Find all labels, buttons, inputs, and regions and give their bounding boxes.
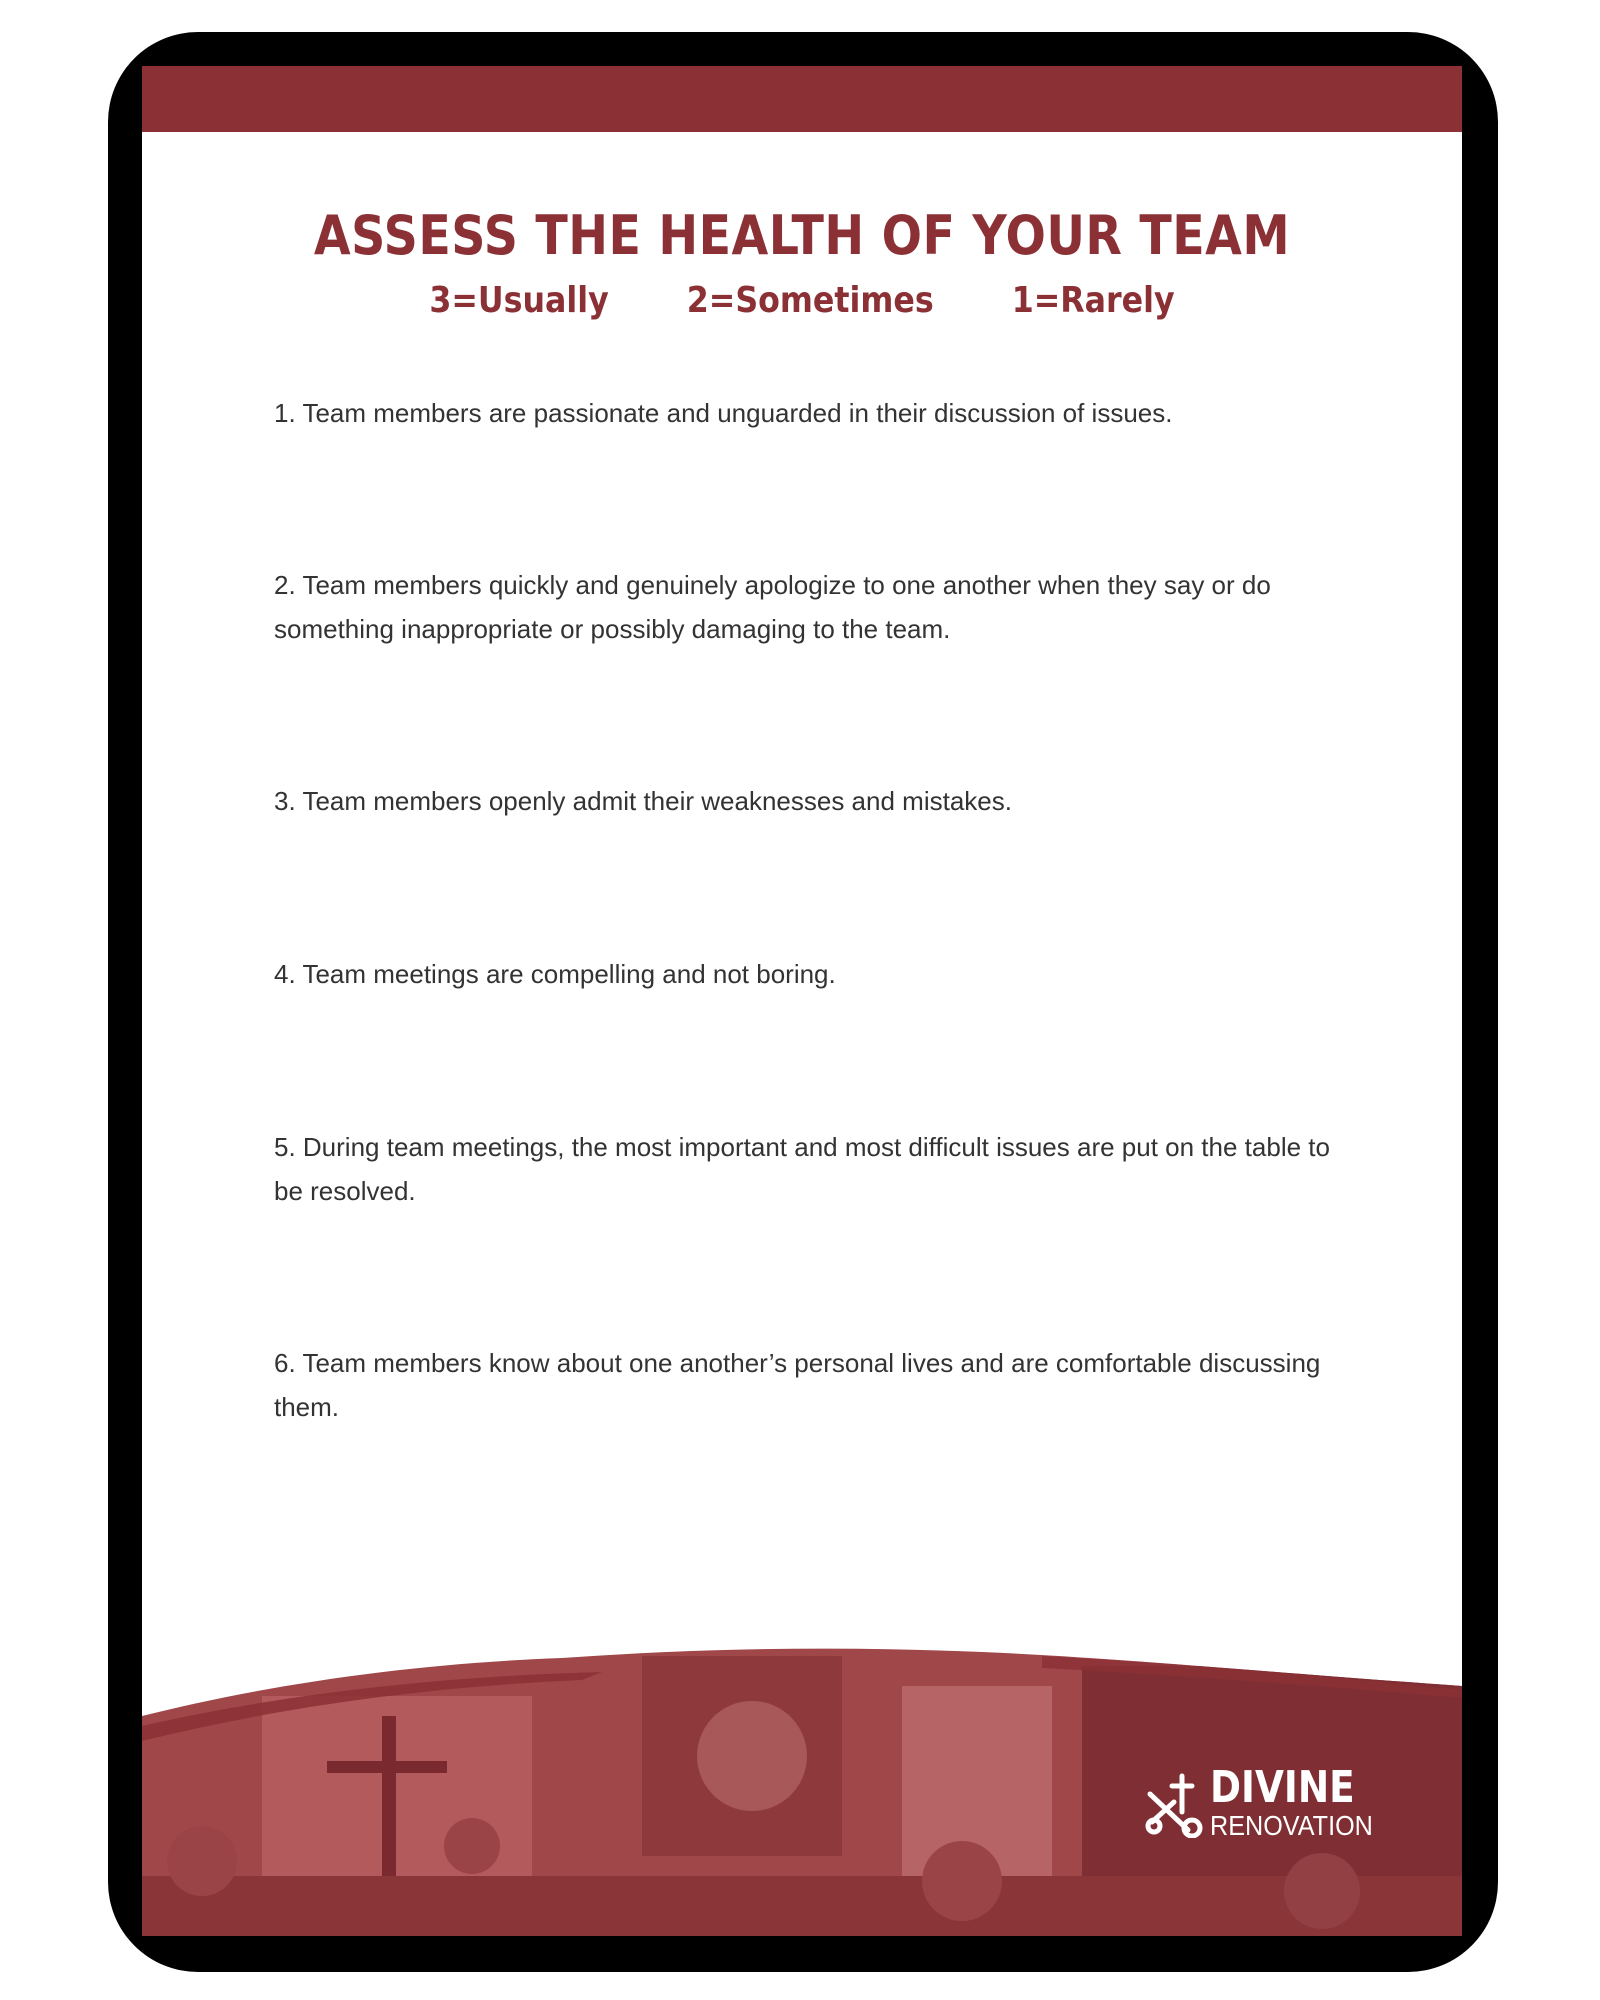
- rating-scale: [221, 280, 1383, 321]
- question-3: 3. Team members openly admit their weaknesses and mistakes.: [274, 786, 1012, 816]
- scale-rarely: 1=Rarely: [1011, 280, 1175, 321]
- logo-line1: DIVINE: [1210, 1762, 1355, 1813]
- cross-keys-icon: [1144, 1772, 1204, 1838]
- divine-renovation-logo: [1144, 1762, 1384, 1846]
- question-1: 1. Team members are passionate and unguarded in their discussion of issues.: [274, 398, 1173, 428]
- document-page: [142, 66, 1462, 1936]
- question-6: 6. Team members know about one another’s personal lives and are comfortable discussing them.: [274, 1348, 1321, 1422]
- scale-sometimes: 2=Sometimes: [686, 280, 934, 321]
- question-2: 2. Team members quickly and genuinely apologize to one another when they say or do something inappropriate or possibly damaging to the team.: [274, 570, 1271, 644]
- header-bar: [142, 66, 1462, 132]
- logo-line2: RENOVATION: [1210, 1810, 1373, 1841]
- scale-usually: 3=Usually: [429, 280, 609, 321]
- question-4: 4. Team meetings are compelling and not boring.: [274, 959, 836, 989]
- page-title: ASSESS THE HEALTH OF YOUR TEAM: [313, 204, 1291, 267]
- question-5: 5. During team meetings, the most important and most difficult issues are put on the table to be resolved.: [274, 1132, 1330, 1206]
